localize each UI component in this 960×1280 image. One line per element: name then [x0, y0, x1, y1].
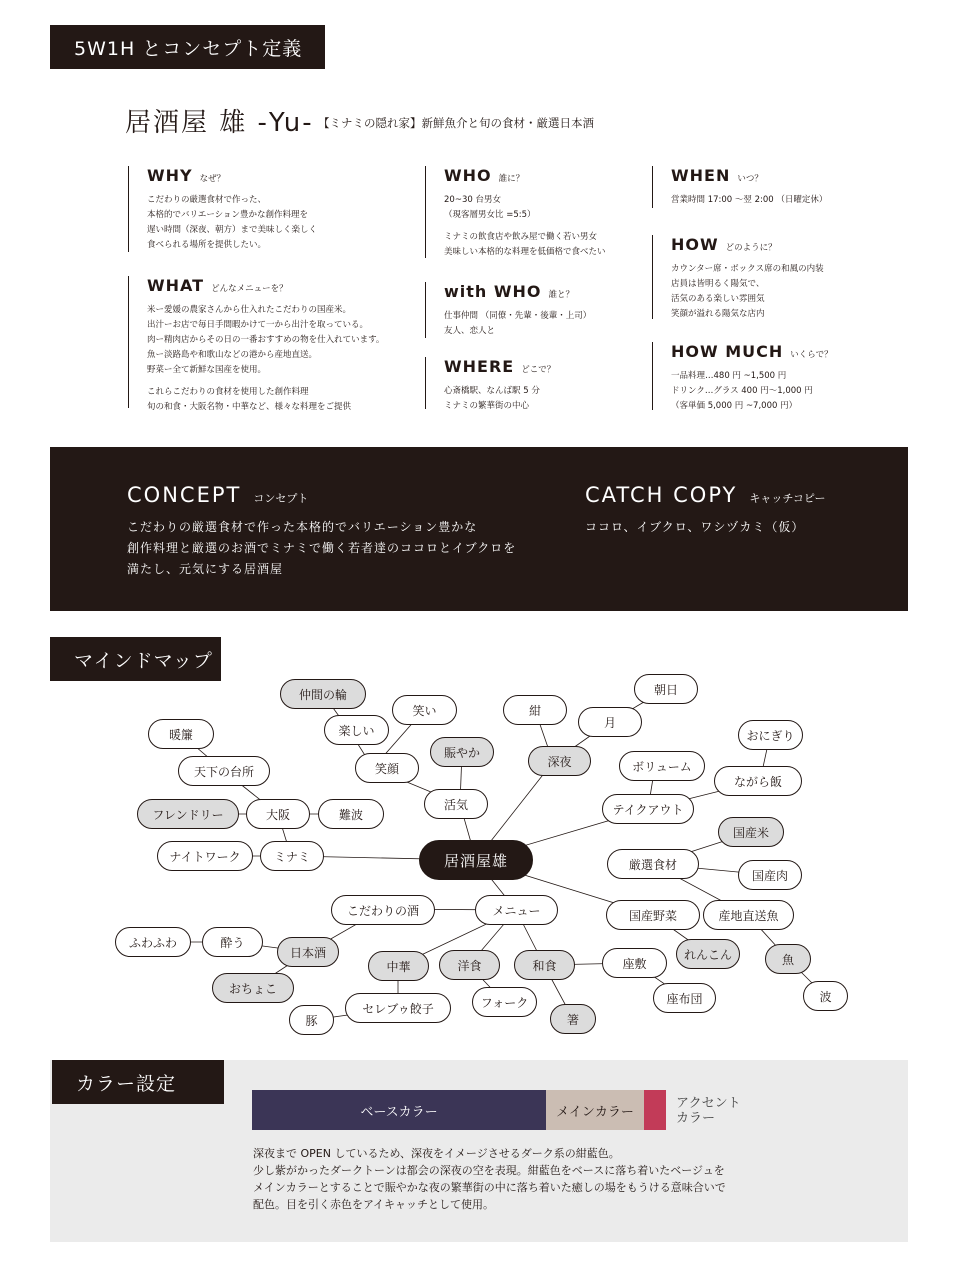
what-line: 肉ー精肉店からその日の一番おすすめの物を仕入れています。	[147, 335, 385, 345]
catch-copy-text: ココロ、イブクロ、ワシヅカミ（仮）	[585, 520, 805, 534]
mindmap-node-friendly: フレンドリー	[137, 799, 239, 829]
mindmap-node-kon: 紺	[503, 695, 567, 725]
mindmap-node-volume: ボリューム	[619, 751, 705, 781]
how-sub: どのように？	[725, 243, 777, 253]
why-title: WHY	[147, 166, 193, 185]
what-line: 魚ー淡路島や和歌山などの港から産地直送。	[147, 350, 318, 360]
how-line: 活気のある楽しい雰囲気	[671, 294, 765, 304]
mindmap-node-warai: 笑い	[392, 695, 457, 725]
mindmap-node-tenka: 天下の台所	[178, 756, 270, 786]
with-who-sub: 誰と？	[548, 290, 575, 300]
mindmap-node-takeout: テイクアウト	[602, 794, 694, 824]
with-who-line: 友人、恋人と	[444, 326, 496, 336]
mindmap-node-kodawari: こだわりの酒	[331, 895, 435, 925]
mindmap-node-buta: 豚	[289, 1005, 334, 1035]
mindmap-node-onigiri: おにぎり	[738, 720, 803, 750]
section-tab-label: マインドマップ	[74, 649, 213, 672]
mindmap-node-sanchi: 産地直送魚	[703, 900, 794, 930]
mindmap-node-zashiki: 座敷	[602, 948, 667, 978]
with-who-line: 仕事仲間 （同僚・先輩・後輩・上司）	[444, 311, 592, 321]
mindmap-node-tsuki: 月	[578, 707, 642, 737]
mindmap-node-kakki: 活気	[424, 789, 488, 819]
who-title: WHO	[444, 166, 492, 185]
mindmap-node-fork: フォーク	[472, 987, 537, 1017]
mindmap-node-kokusanniku: 国産肉	[738, 860, 802, 890]
who-line: 20~30 台男女	[444, 195, 501, 205]
mindmap-node-menu: メニュー	[475, 895, 558, 925]
mindmap-node-osaka: 大阪	[246, 799, 310, 829]
accent-color-label-line: カラー	[676, 1111, 716, 1126]
how-title: HOW	[671, 235, 719, 254]
how-line: 笑顔が溢れる陽気な店内	[671, 309, 765, 319]
mindmap-node-sakana: 魚	[765, 944, 811, 974]
mindmap-node-noren: 暖簾	[148, 719, 214, 749]
mindmap-node-egao: 笑顔	[355, 753, 419, 783]
when-title: WHEN	[671, 166, 731, 185]
with-who-title: with WHO	[444, 282, 542, 301]
how-much-line: 一品料理…480 円 ~1,500 円	[671, 371, 787, 381]
who-sub: 誰に？	[498, 174, 525, 184]
section-tab-colors	[52, 1060, 224, 1104]
what-line: これらこだわりの食材を使用した創作料理	[147, 387, 309, 397]
what-line: 旬の和食・大阪名物・中華など、様々な料理をご提供	[147, 402, 352, 412]
what-title: WHAT	[147, 276, 205, 295]
mindmap-node-ochoko: おちょこ	[212, 973, 294, 1003]
why-sub: なぜ？	[199, 174, 226, 184]
base-color-label: ベースカラー	[360, 1104, 438, 1120]
mindmap-node-zabuton: 座布団	[653, 983, 716, 1013]
accent-color-label-line: アクセント	[676, 1096, 741, 1111]
section-tab-label: 5W1H とコンセプト定義	[74, 37, 303, 60]
mindmap-node-nakama: 仲間の輪	[280, 679, 366, 709]
when-line: 営業時間 17:00 ～翌 2:00 （日曜定休）	[671, 195, 828, 205]
accent-color-label	[676, 1096, 741, 1126]
mindmap-node-tanoshii: 楽しい	[324, 715, 389, 745]
who-line: ミナミの飲食店や飲み屋で働く若い男女	[444, 232, 598, 242]
how-much-line: ドリンク…グラス 400 円～1,000 円	[671, 386, 813, 396]
what-sub: どんなメニューを？	[211, 284, 288, 294]
catch-copy-sub: キャッチコピー	[749, 492, 826, 505]
mindmap-node-fuwafuwa: ふわふわ	[115, 927, 191, 957]
section-tab-label: カラー設定	[76, 1072, 177, 1095]
accent-color-swatch	[644, 1090, 666, 1130]
shop-name: 居酒屋 雄 -Yu-	[125, 108, 314, 138]
how-line: カウンター席・ボックス席の和風の内装	[671, 264, 824, 274]
mindmap-node-gensen: 厳選食材	[607, 849, 699, 879]
where-line: ミナミの繁華街の中心	[444, 401, 530, 411]
who-line: 美味しい本格的な料理を低価格で食べたい	[444, 247, 606, 257]
how-line: 店員は皆明るく陽気で、	[671, 279, 765, 289]
color-desc-line: メインカラーとすることで賑やかな夜の繁華街の中に落ち着いた癒しの場をもうける意味合いで	[253, 1181, 726, 1194]
why-line: 食べられる場所を提供したい。	[147, 240, 267, 250]
mindmap-center-node: 居酒屋雄	[419, 840, 533, 880]
mindmap-node-renkon: れんこん	[676, 939, 740, 969]
main-color-label: メインカラー	[556, 1104, 634, 1120]
mindmap-node-washoku: 和食	[514, 950, 575, 980]
mindmap-node-nigiyaka: 賑やか	[430, 737, 494, 767]
where-line: 心斎橋駅、なんば駅 5 分	[444, 386, 540, 396]
where-sub: どこで？	[521, 365, 556, 375]
mindmap-node-gyoza: セレブゥ餃子	[345, 993, 451, 1023]
who-line: （現客層男女比 =5:5）	[444, 210, 536, 220]
how-much-title: HOW MUCH	[671, 342, 784, 361]
mindmap-node-nagara: ながら飯	[714, 766, 802, 796]
mindmap-node-minami: ミナミ	[260, 841, 324, 871]
concept-title: CONCEPT	[127, 483, 242, 507]
base-color-swatch	[252, 1090, 546, 1130]
color-desc-line: 深夜まで OPEN しているため、深夜をイメージさせるダーク系の紺藍色。	[253, 1147, 620, 1160]
concept-sub: コンセプト	[253, 492, 309, 505]
mindmap-node-asahi: 朝日	[634, 674, 698, 704]
main-color-swatch	[546, 1090, 644, 1130]
mindmap-node-nightwork: ナイトワーク	[157, 841, 253, 871]
mindmap-node-chuka: 中華	[368, 951, 429, 981]
what-line: 野菜ー全て新鮮な国産を使用。	[147, 365, 267, 375]
how-much-sub: いくらで？	[790, 350, 833, 360]
mindmap-node-shinya: 深夜	[528, 746, 591, 776]
mindmap-node-namba: 難波	[318, 799, 384, 829]
why-line: 本格的でバリエーション豊かな創作料理を	[147, 210, 308, 220]
mindmap-node-you: 酔う	[202, 927, 263, 957]
concept-line: こだわりの厳選食材で作った本格的でバリエーション豊かな	[127, 520, 478, 534]
how-much-line: （客単価 5,000 円 ~7,000 円）	[671, 401, 798, 411]
color-description	[253, 1145, 726, 1213]
what-line: 米ー愛媛の農家さんから仕入れたこだわりの国産米。	[147, 305, 352, 315]
why-line: こだわりの厳選食材で作った、	[147, 195, 267, 205]
mindmap-node-hashi: 箸	[550, 1004, 596, 1034]
concept-line: 創作料理と厳選のお酒でミナミで働く若者達のココロとイブクロを	[127, 541, 517, 555]
what-line: 出汁ーお店で毎日手間暇かけて一から出汁を取っている。	[147, 320, 369, 330]
concept-line: 満たし、元気にする居酒屋	[127, 562, 284, 576]
catch-copy-title: CATCH COPY	[585, 483, 738, 507]
mindmap-node-nami: 波	[803, 981, 848, 1011]
when-sub: いつ？	[737, 174, 763, 184]
color-desc-line: 少し紫がかったダークトーンは都会の深夜の空を表現。紺藍色をベースに落ち着いたベージュを	[253, 1164, 725, 1177]
mindmap-node-nihonshu: 日本酒	[277, 937, 339, 967]
why-line: 遅い時間（深夜、朝方）まで美味しく楽しく	[147, 225, 318, 235]
mindmap-node-kokusanmai: 国産米	[718, 817, 784, 847]
mindmap-node-yoshoku: 洋食	[439, 950, 500, 980]
shop-subtitle: 【ミナミの隠れ家】新鮮魚介と旬の食材・厳選日本酒	[318, 116, 594, 130]
mindmap-node-kokusanyasai: 国産野菜	[606, 900, 700, 930]
where-title: WHERE	[444, 357, 515, 376]
color-desc-line: 配色。目を引く赤色をアイキャッチとして使用。	[253, 1198, 495, 1211]
